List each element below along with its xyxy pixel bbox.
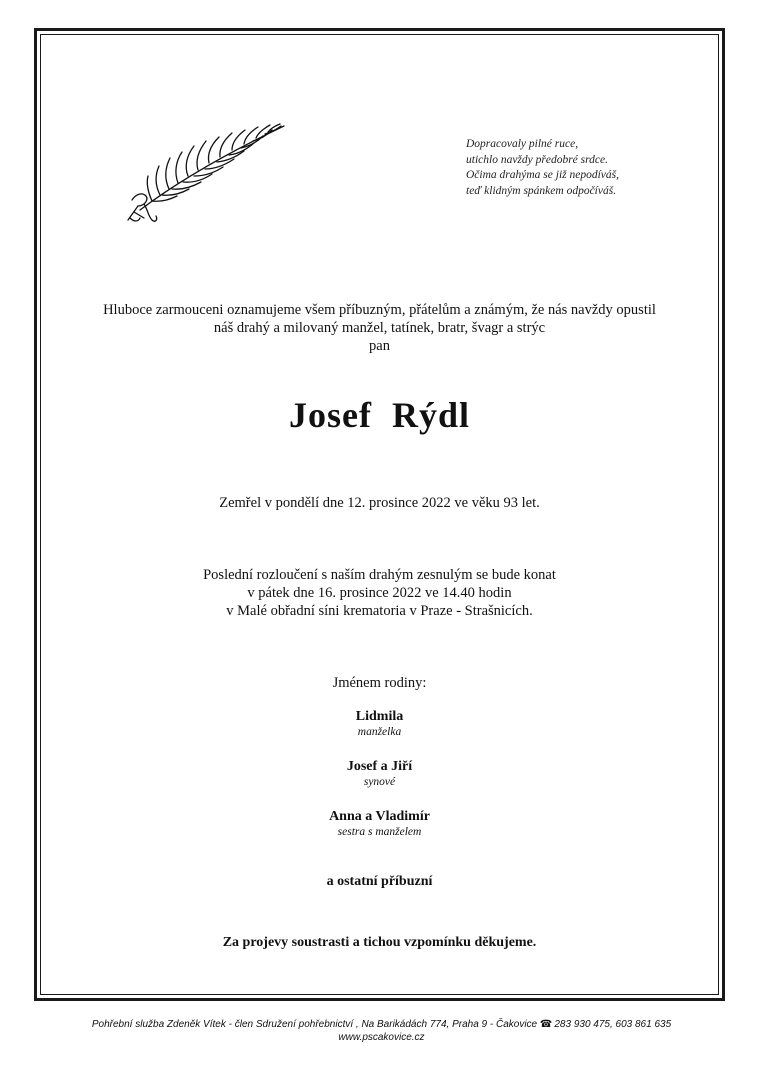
ceremony-line: Poslední rozloučení s naším drahým zesnulým se bude konat <box>203 567 556 583</box>
poem-line: Očima drahýma se již nepodíváš, <box>466 169 619 181</box>
footer-website: www.pscakovice.cz <box>338 1031 425 1043</box>
ceremony-line: v pátek dne 16. prosince 2022 ve 14.40 hodin <box>247 585 512 601</box>
family-member <box>40 759 719 788</box>
announcement-line: pan <box>369 338 390 354</box>
family-heading: Jménem rodiny: <box>332 675 427 691</box>
poem-line: Dopracovaly pilné ruce, <box>466 138 579 150</box>
funeral-service-footer <box>0 1019 763 1044</box>
thanks-message: Za projevy soustrasti a tichou vzpomínku děkujeme. <box>222 935 537 950</box>
memorial-poem <box>466 137 706 199</box>
footer-phone: 283 930 475, 603 861 635 <box>554 1019 672 1030</box>
member-name: Josef a Jiří <box>346 759 413 774</box>
family-member <box>40 809 719 838</box>
announcement-line: Hluboce zarmouceni oznamujeme všem příbuzným, přátelům a známým, že nás navždy opustil <box>103 302 656 318</box>
death-notice: Zemřel v pondělí dne 12. prosince 2022 ve věku 93 let. <box>219 495 540 511</box>
ceremony-details <box>40 566 719 620</box>
poem-line: teď klidným spánkem odpočíváš. <box>466 184 617 197</box>
member-name: Lidmila <box>355 709 404 724</box>
deceased-name: Josef Rýdl <box>289 395 470 435</box>
member-role: sestra s manželem <box>337 826 422 838</box>
ceremony-line: v Malé obřadní síni krematoria v Praze - Strašnicích. <box>226 603 533 619</box>
announcement-line: náš drahý a milovaný manžel, tatínek, bratr, švagr a strýc <box>213 320 546 336</box>
member-role: manželka <box>357 726 402 738</box>
footer-address: Pohřební služba Zdeněk Vítek - člen Sdružení pohřebnictví , Na Barikádách 774, Praha 9 - Čakovice <box>91 1019 538 1030</box>
palm-branch-icon <box>122 118 292 228</box>
member-name: Anna a Vladimír <box>329 809 430 824</box>
other-relatives: a ostatní příbuzní <box>326 874 433 889</box>
poem-line: utichlo navždy předobré srdce. <box>466 153 609 166</box>
telephone-icon: ☎ <box>539 1019 553 1030</box>
announcement-text <box>40 301 719 355</box>
footer-line <box>0 1019 763 1032</box>
member-role: synové <box>363 776 396 788</box>
family-member <box>40 709 719 738</box>
